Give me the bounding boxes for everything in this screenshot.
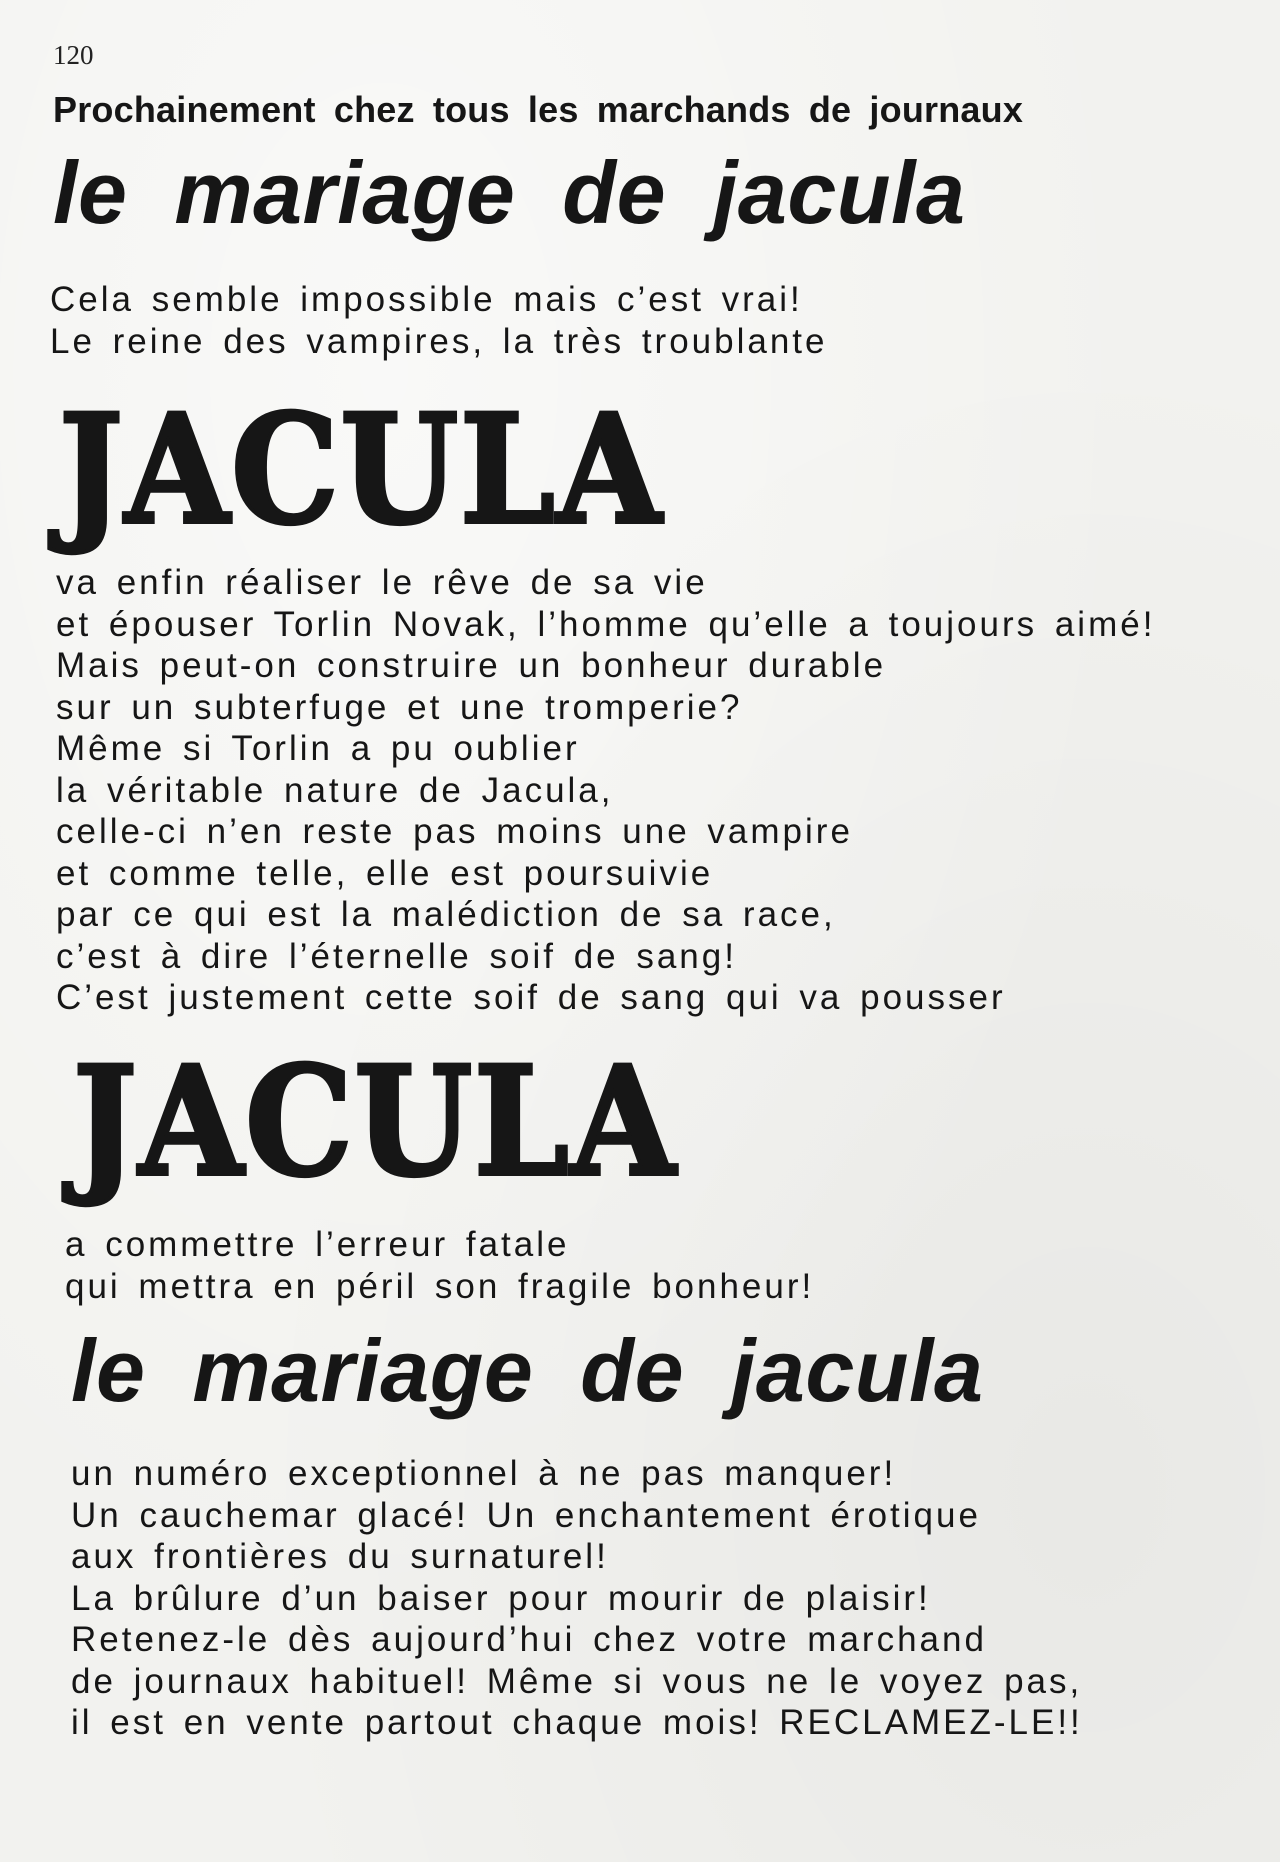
text-line: aux frontières du surnaturel!: [71, 1537, 609, 1576]
text-line: Même si Torlin a pu oublier: [56, 729, 580, 768]
twist-paragraph: [65, 1224, 814, 1307]
text-line: c’est à dire l’éternelle soif de sang!: [56, 936, 737, 976]
text-line: va enfin réaliser le rêve de sa vie: [56, 563, 708, 602]
text-line: a commettre l’erreur fatale: [65, 1225, 570, 1264]
text-line: la véritable nature de Jacula,: [56, 770, 614, 810]
text-line: de journaux habituel! Même si vous ne le voyez pas,: [71, 1661, 1083, 1701]
intro-paragraph: [50, 279, 828, 362]
promo-paragraph: [71, 1453, 1083, 1744]
text-line: Cela semble impossible mais c’est vrai!: [50, 280, 803, 319]
headline-bottom: le mariage de jacula: [71, 1321, 984, 1420]
announcement-heading: Prochainement chez tous les marchands de journaux: [53, 89, 1024, 130]
text-line: un numéro exceptionnel à ne pas manquer!: [71, 1454, 897, 1493]
text-line: La brûlure d’un baiser pour mourir de plaisir!: [71, 1578, 931, 1618]
story-paragraph: [56, 562, 1155, 1019]
headline-top: le mariage de jacula: [53, 143, 966, 242]
text-line: Le reine des vampires, la très troublante: [50, 321, 828, 361]
text-line: C’est justement cette soif de sang qui va pousser: [56, 978, 1006, 1017]
text-line: il est en vente partout chaque mois! RECLAMEZ-LE!!: [71, 1703, 1083, 1742]
text-line: et comme telle, elle est poursuivie: [56, 853, 714, 893]
jacula-logo-top: JACULA: [59, 382, 664, 558]
text-line: sur un subterfuge et une tromperie?: [56, 687, 743, 727]
page-number: 120: [53, 40, 94, 70]
text-line: celle-ci n’en reste pas moins une vampire: [56, 812, 853, 851]
text-line: Mais peut-on construire un bonheur durable: [56, 646, 887, 685]
text-line: Un cauchemar glacé! Un enchantement érotique: [71, 1495, 981, 1535]
text-line: qui mettra en péril son fragile bonheur!: [65, 1266, 815, 1306]
text-line: et épouser Torlin Novak, l’homme qu’elle a toujours aimé!: [56, 604, 1156, 644]
text-line: par ce qui est la malédiction de sa race,: [56, 895, 836, 934]
jacula-logo-bottom: JACULA: [73, 1034, 678, 1210]
text-line: Retenez-le dès aujourd’hui chez votre marchand: [71, 1620, 987, 1659]
